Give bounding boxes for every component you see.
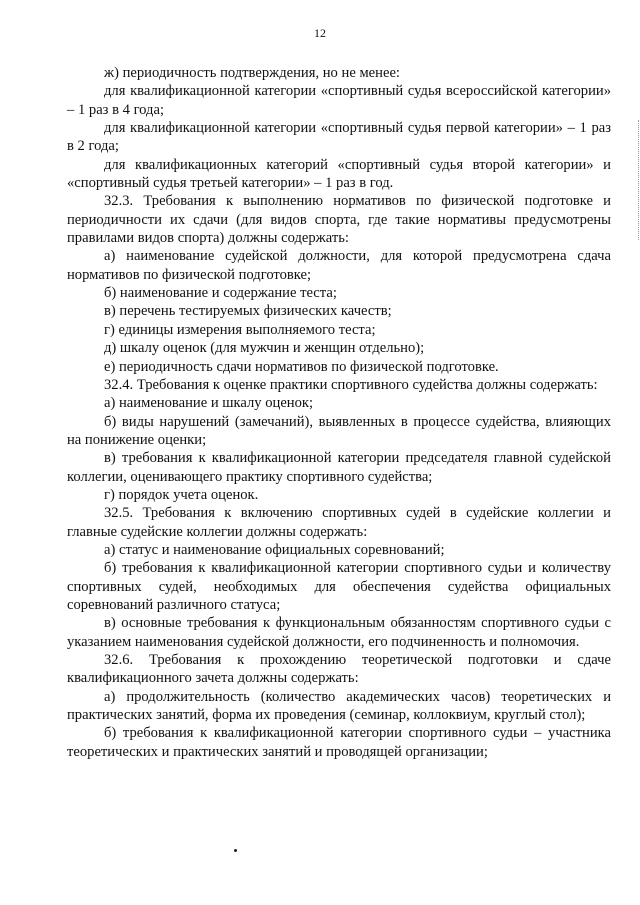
paragraph: а) продолжительность (количество академических часов) теоретических и практических занятий, форма их проведения (семинар, коллоквиум, круглый стол); <box>67 688 611 724</box>
document-body <box>67 64 611 761</box>
scan-edge-marks <box>634 120 639 240</box>
paragraph: а) наименование и шкалу оценок; <box>104 395 314 412</box>
paragraph: а) статус и наименование официальных соревнований; <box>104 541 445 558</box>
paragraph: е) периодичность сдачи нормативов по физической подготовке. <box>104 358 499 375</box>
paragraph: для квалификационной категории «спортивный судья первой категории» – 1 раз в 2 года; <box>67 120 611 155</box>
paragraph: б) виды нарушений (замечаний), выявленных в процессе судейства, влияющих на понижение оценки; <box>67 413 611 448</box>
paragraph: 32.5. Требования к включению спортивных судей в судейские коллегии и главные судейские коллегии должны содержать: <box>67 505 611 540</box>
paragraph: 32.6. Требования к прохождению теоретической подготовки и сдаче квалификационного зачета должны содержать: <box>67 652 611 687</box>
paragraph: в) основные требования к функциональным обязанностям спортивного судьи с указанием наименования судейской должности, его подчиненность и полномочия. <box>67 615 611 650</box>
scan-dot-mark <box>234 849 237 852</box>
paragraph: для квалификационных категорий «спортивный судья второй категории» и «спортивный судья третьей категории» – 1 раз в год. <box>67 156 611 192</box>
paragraph: д) шкалу оценок (для мужчин и женщин отдельно); <box>104 340 425 357</box>
paragraph: б) требования к квалификационной категории спортивного судьи – участника теоретических и практических занятий и проводящей организации; <box>67 725 611 760</box>
paragraph: б) требования к квалификационной категории спортивного судьи и количеству спортивных судей, необходимых для обеспечения судейства официальных соревнований различного статуса; <box>67 560 611 613</box>
paragraph: г) порядок учета оценок. <box>104 486 259 503</box>
page-number: 12 <box>314 26 326 40</box>
paragraph: б) наименование и содержание теста; <box>104 285 337 302</box>
paragraph: в) перечень тестируемых физических качеств; <box>104 303 392 320</box>
paragraph: ж) периодичность подтверждения, но не менее: <box>104 65 400 81</box>
paragraph: в) требования к квалификационной категории председателя главной судейской коллегии, оценивающего практику спортивного судейства; <box>67 450 611 485</box>
paragraph: г) единицы измерения выполняемого теста; <box>104 321 376 338</box>
paragraph: а) наименование судейской должности, для которой предусмотрена сдача нормативов по физической подготовке; <box>67 248 611 283</box>
paragraph: 32.4. Требования к оценке практики спортивного судейства должны содержать: <box>104 376 598 393</box>
paragraph: для квалификационной категории «спортивный судья всероссийской категории» – 1 раз в 4 года; <box>67 83 611 118</box>
paragraph: 32.3. Требования к выполнению нормативов по физической подготовке и периодичности их сдачи (для видов спорта, где такие нормативы предусмотрены правилами видов спорта) должны содержать: <box>67 193 611 247</box>
